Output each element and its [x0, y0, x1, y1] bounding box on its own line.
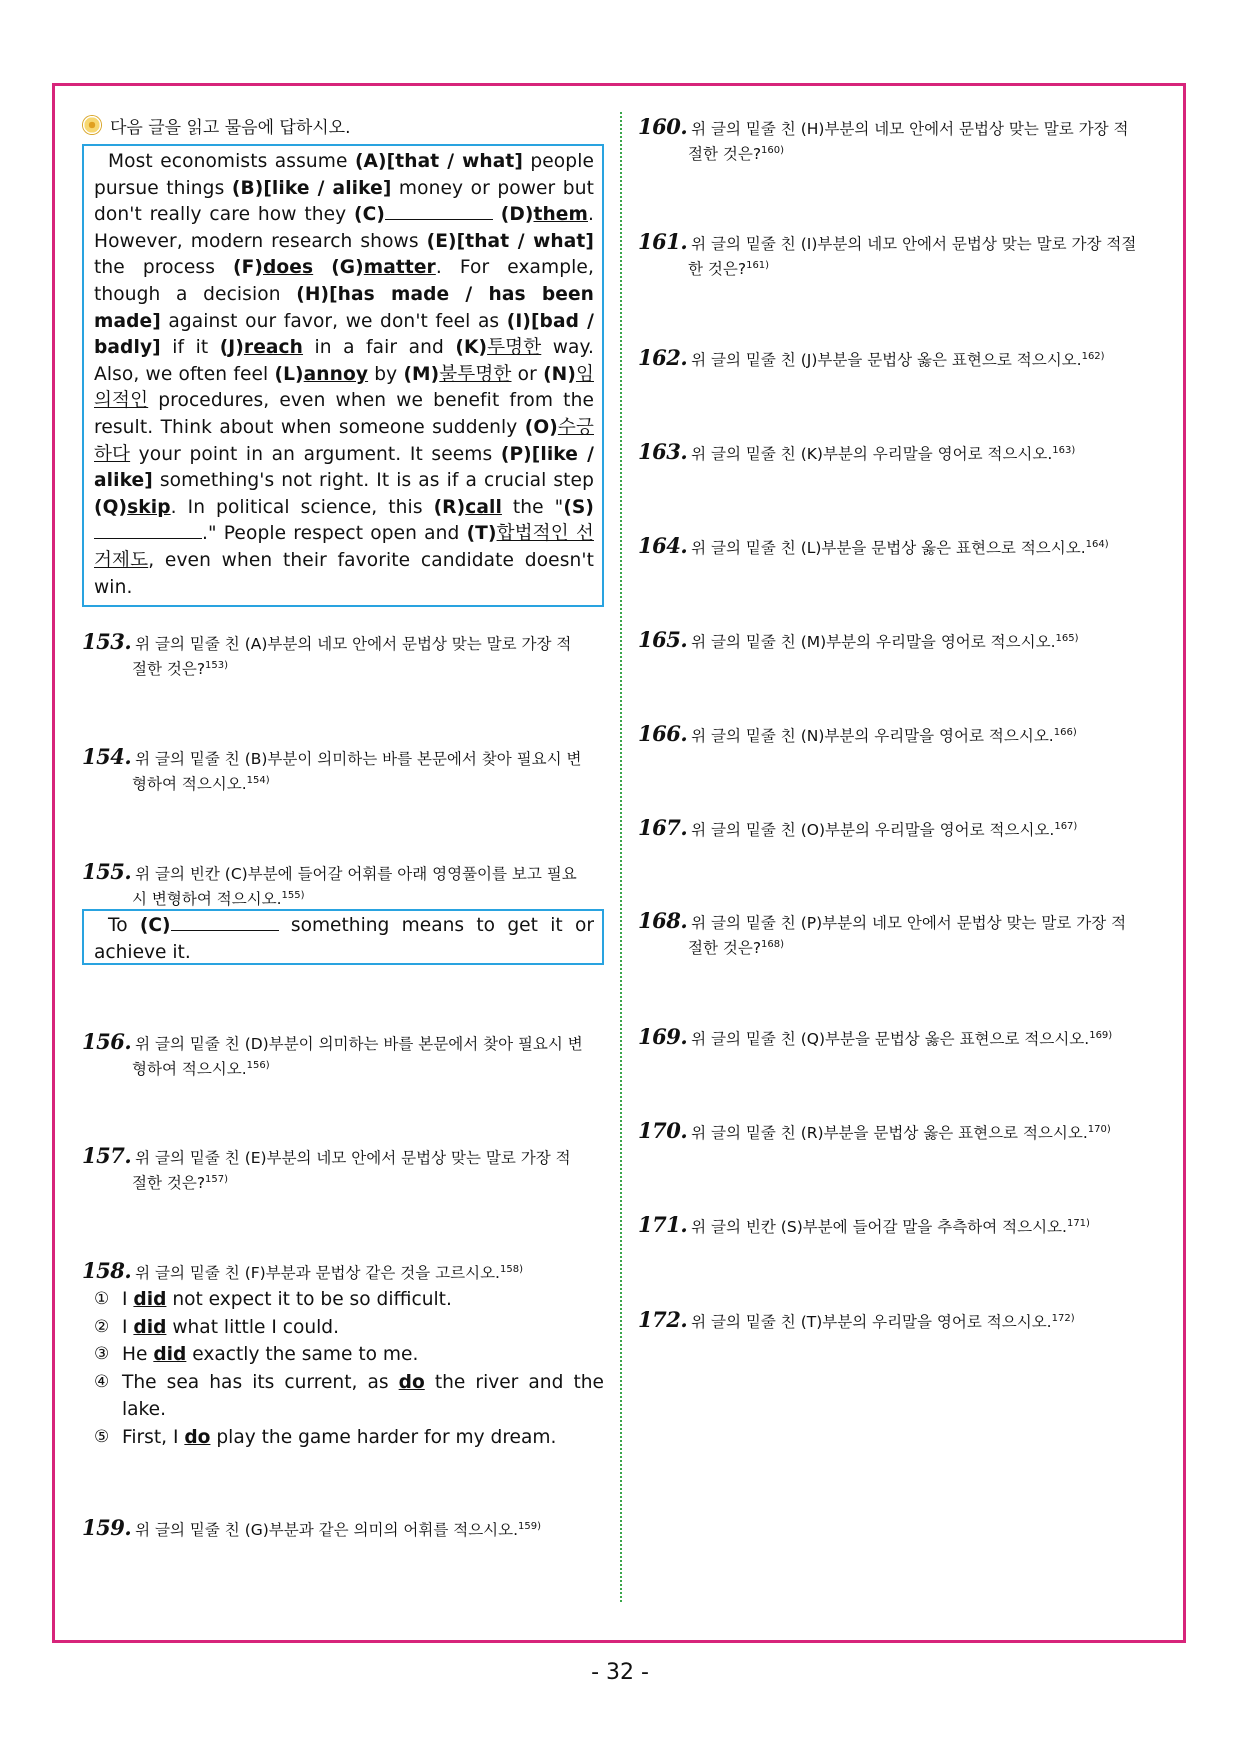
option-marker: ②: [94, 1316, 110, 1337]
passage-text: ." People respect open and: [202, 523, 467, 545]
passage-text: if it: [160, 337, 220, 359]
passage-text: . However, modern research shows: [94, 204, 595, 252]
word-O: 수긍하다: [94, 416, 594, 465]
question-155: [82, 861, 604, 910]
question-text: 위 글의 밑줄 친 (M)부분의 우리말을 영어로 적으시오.: [691, 633, 1056, 651]
question-text: 위 글의 밑줄 친 (J)부분을 문법상 옳은 표현으로 적으시오.: [691, 351, 1082, 369]
column-divider: [620, 112, 622, 1602]
question-text-cont: 절한 것은?: [132, 1174, 206, 1192]
passage-text: the ": [501, 496, 564, 518]
option-text: play the game harder for my dream.: [210, 1426, 557, 1448]
blank-S-label: (S): [563, 496, 594, 518]
question-number: 167.: [638, 815, 688, 840]
definition-blank-label: (C): [139, 915, 171, 936]
blank-B: (B)[like / alike]: [231, 177, 392, 199]
option-4[interactable]: [94, 1369, 604, 1424]
blank-P: (P)[like / alike]: [94, 443, 595, 492]
option-text: not expect it to be so difficult.: [166, 1289, 452, 1310]
word-N: 임의적인: [94, 363, 594, 412]
question-text: 위 글의 빈칸 (S)부분에 들어갈 말을 추측하여 적으시오.: [691, 1218, 1067, 1236]
question-159: [82, 1516, 604, 1541]
question-162: [638, 346, 1163, 371]
label-F: (F): [233, 257, 263, 279]
question-text: 위 글의 밑줄 친 (H)부분의 네모 안에서 문법상 맞는 말로 가장 적: [691, 120, 1129, 138]
question-text: 위 글의 밑줄 친 (I)부분의 네모 안에서 문법상 맞는 말로 가장 적절: [691, 235, 1137, 253]
option-5[interactable]: [94, 1424, 604, 1452]
label-R: (R): [433, 496, 466, 518]
blank-C-label: (C): [354, 204, 385, 226]
passage-text: . For example, though a decision: [94, 257, 594, 305]
question-165: [638, 628, 1163, 653]
question-number: 169.: [638, 1024, 688, 1049]
footnote-ref: 168): [761, 939, 785, 950]
passage-text: [313, 257, 331, 278]
question-163: [638, 440, 1163, 465]
question-number: 158.: [82, 1258, 132, 1283]
question-number: 165.: [638, 627, 688, 652]
question-number: 172.: [638, 1307, 688, 1332]
option-text: He: [122, 1344, 154, 1366]
question-154: [82, 746, 604, 795]
question-161: [638, 231, 1163, 280]
question-text: 위 글의 밑줄 친 (N)부분의 우리말을 영어로 적으시오.: [691, 727, 1054, 745]
question-number: 163.: [638, 439, 688, 464]
option-text: exactly the same to me.: [186, 1344, 419, 1366]
footnote-ref: 171): [1066, 1218, 1090, 1229]
footnote-ref: 163): [1052, 445, 1076, 456]
word-K: 투명한: [487, 337, 542, 359]
footnote-ref: 154): [246, 775, 270, 786]
option-1[interactable]: [94, 1286, 604, 1314]
passage-text: your point in an argument. It seems: [130, 443, 501, 465]
option-marker: ④: [94, 1371, 110, 1392]
option-text: the river and the lake.: [122, 1371, 604, 1421]
passage-text: [493, 204, 501, 225]
label-Q: (Q): [94, 496, 128, 518]
word-Q: skip: [127, 496, 171, 518]
label-K: (K): [455, 337, 488, 359]
footnote-ref: 166): [1053, 727, 1077, 738]
question-text: 위 글의 빈칸 (C)부분에 들어갈 어휘를 아래 영영풀이를 보고 필요: [135, 865, 577, 883]
question-168: [638, 910, 1163, 959]
footnote-ref: 153): [205, 660, 229, 671]
question-text-cont: 절한 것은?: [132, 660, 206, 678]
option-text: The sea has its current, as: [122, 1371, 399, 1393]
question-number: 168.: [638, 908, 688, 933]
footnote-ref: 157): [205, 1174, 229, 1185]
word-R: call: [465, 496, 502, 518]
blank-A: (A)[that / what]: [354, 151, 523, 172]
page-number: - 32 -: [591, 1660, 649, 1685]
option-2[interactable]: [94, 1314, 604, 1342]
question-number: 170.: [638, 1118, 688, 1143]
question-160: [638, 116, 1163, 165]
blank-I: (I)[bad / badly]: [94, 310, 594, 359]
passage-text: , even when their favorite candidate doesn't win.: [94, 549, 594, 598]
option-text: First, I: [122, 1426, 185, 1448]
passage-text: something's not right. It is as if a crucial step: [152, 470, 594, 492]
question-text: 위 글의 밑줄 친 (L)부분을 문법상 옳은 표현으로 적으시오.: [691, 539, 1086, 557]
blank-S-line: [94, 522, 202, 539]
question-text: 위 글의 밑줄 친 (Q)부분을 문법상 옳은 표현으로 적으시오.: [691, 1030, 1090, 1048]
option-text: I: [122, 1316, 134, 1338]
question-171: [638, 1213, 1163, 1238]
passage-text: procedures, even when we benefit from the result. Think about when someone suddenly: [94, 390, 594, 438]
question-number: 156.: [82, 1029, 132, 1054]
blank-E: (E)[that / what]: [426, 230, 594, 252]
passage-text: money or power but don't really care how they: [94, 177, 594, 226]
question-number: 164.: [638, 533, 688, 558]
question-167: [638, 816, 1163, 841]
question-text-cont: 절한 것은?: [688, 145, 762, 163]
footnote-ref: 169): [1089, 1030, 1113, 1041]
question-text-cont: 형하여 적으시오.: [132, 1060, 247, 1078]
question-text: 위 글의 밑줄 친 (B)부분이 의미하는 바를 본문에서 찾아 필요시 변: [135, 750, 582, 768]
question-156: [82, 1031, 604, 1080]
question-text: 위 글의 밑줄 친 (D)부분이 의미하는 바를 본문에서 찾아 필요시 변: [135, 1035, 583, 1053]
option-marker: ③: [94, 1344, 110, 1365]
question-164: [638, 534, 1163, 559]
label-O: (O): [524, 416, 558, 438]
definition-blank-line: [171, 914, 279, 931]
option-keyword: did: [133, 1316, 167, 1338]
footnote-ref: 160): [761, 145, 785, 156]
instruction: [82, 112, 604, 138]
option-keyword: do: [398, 1371, 425, 1393]
footnote-ref: 155): [281, 890, 305, 901]
footnote-ref: 162): [1081, 351, 1105, 362]
question-text: 위 글의 밑줄 친 (R)부분을 문법상 옳은 표현으로 적으시오.: [691, 1124, 1088, 1142]
passage-text: by: [368, 363, 404, 385]
label-D: (D): [500, 204, 534, 226]
flower-icon: [82, 115, 102, 135]
word-D: them: [533, 204, 588, 226]
passage-text: way. Also, we often feel: [94, 337, 594, 385]
question-number: 157.: [82, 1143, 132, 1168]
question-text: 위 글의 밑줄 친 (G)부분과 같은 의미의 어휘를 적으시오.: [135, 1521, 519, 1539]
passage-text: in a fair and: [303, 337, 456, 359]
question-text: 위 글의 밑줄 친 (A)부분의 네모 안에서 문법상 맞는 말로 가장 적: [135, 635, 572, 653]
option-3[interactable]: [94, 1341, 604, 1369]
passage-text: . In political science, this: [170, 496, 434, 518]
question-number: 154.: [82, 744, 132, 769]
label-M: (M): [403, 363, 440, 385]
question-number: 171.: [638, 1212, 688, 1237]
left-column: [82, 112, 604, 607]
question-172: [638, 1308, 1163, 1333]
blank-H: (H)[has made / has been made]: [94, 283, 594, 332]
question-153: [82, 631, 604, 680]
passage-text: Most economists assume: [108, 151, 355, 172]
label-G: (G): [331, 257, 364, 279]
label-L: (L): [274, 363, 304, 385]
footnote-ref: 164): [1085, 539, 1109, 550]
word-F: does: [263, 257, 314, 279]
question-number: 160.: [638, 114, 688, 139]
footnote-ref: 167): [1054, 821, 1078, 832]
option-marker: ⑤: [94, 1426, 110, 1447]
word-T: 합법적인 선거제도: [94, 523, 594, 571]
question-number: 166.: [638, 721, 688, 746]
definition-text: something means to get it or achieve it.: [94, 915, 595, 963]
question-text: 위 글의 밑줄 친 (P)부분의 네모 안에서 문법상 맞는 말로 가장 적: [691, 914, 1127, 932]
question-169: [638, 1025, 1163, 1050]
passage-text: the process: [94, 257, 233, 279]
footnote-ref: 159): [518, 1521, 542, 1532]
blank-C-line: [385, 203, 493, 220]
question-166: [638, 722, 1163, 747]
label-J: (J): [219, 337, 244, 359]
word-M: 불투명한: [439, 363, 512, 385]
passage-box: [82, 144, 604, 607]
passage-text: against our favor, we don't feel as: [160, 310, 507, 332]
passage-text: or: [511, 363, 544, 385]
question-text-cont: 한 것은?: [688, 260, 747, 278]
footnote-ref: 165): [1055, 633, 1079, 644]
question-158: [82, 1259, 604, 1284]
passage-text: people pursue things: [94, 151, 594, 199]
option-keyword: did: [153, 1344, 187, 1366]
question-text: 위 글의 밑줄 친 (O)부분의 우리말을 영어로 적으시오.: [691, 821, 1055, 839]
footnote-ref: 161): [746, 260, 770, 271]
question-170: [638, 1119, 1163, 1144]
question-number: 155.: [82, 859, 132, 884]
option-marker: ①: [94, 1289, 110, 1309]
option-text: I: [122, 1289, 134, 1310]
footnote-ref: 172): [1051, 1313, 1075, 1324]
option-keyword: do: [184, 1426, 211, 1448]
option-keyword: did: [133, 1289, 167, 1310]
question-number: 153.: [82, 629, 132, 654]
footnote-ref: 158): [499, 1264, 523, 1275]
word-L: annoy: [303, 363, 369, 385]
question-text: 위 글의 밑줄 친 (F)부분과 문법상 같은 것을 고르시오.: [135, 1264, 500, 1282]
question-number: 162.: [638, 345, 688, 370]
question-text: 위 글의 밑줄 친 (E)부분의 네모 안에서 문법상 맞는 말로 가장 적: [135, 1149, 571, 1167]
question-text-cont: 절한 것은?: [688, 939, 762, 957]
question-number: 159.: [82, 1515, 132, 1540]
options-list: [94, 1286, 604, 1452]
definition-box: [82, 909, 604, 965]
word-G: matter: [363, 257, 436, 279]
footnote-ref: 170): [1087, 1124, 1111, 1135]
question-text-cont: 형하여 적으시오.: [132, 775, 247, 793]
instruction-text: 다음 글을 읽고 물음에 답하시오.: [110, 117, 351, 138]
question-text: 위 글의 밑줄 친 (K)부분의 우리말을 영어로 적으시오.: [691, 445, 1053, 463]
question-number: 161.: [638, 229, 688, 254]
label-N: (N): [543, 363, 576, 385]
definition-text: To: [108, 915, 140, 936]
option-text: what little I could.: [166, 1316, 339, 1338]
question-text: 위 글의 밑줄 친 (T)부분의 우리말을 영어로 적으시오.: [691, 1313, 1052, 1331]
footnote-ref: 156): [246, 1060, 270, 1071]
question-text-cont: 시 변형하여 적으시오.: [132, 890, 282, 908]
question-157: [82, 1145, 604, 1194]
label-T: (T): [466, 523, 497, 545]
word-J: reach: [243, 337, 304, 359]
